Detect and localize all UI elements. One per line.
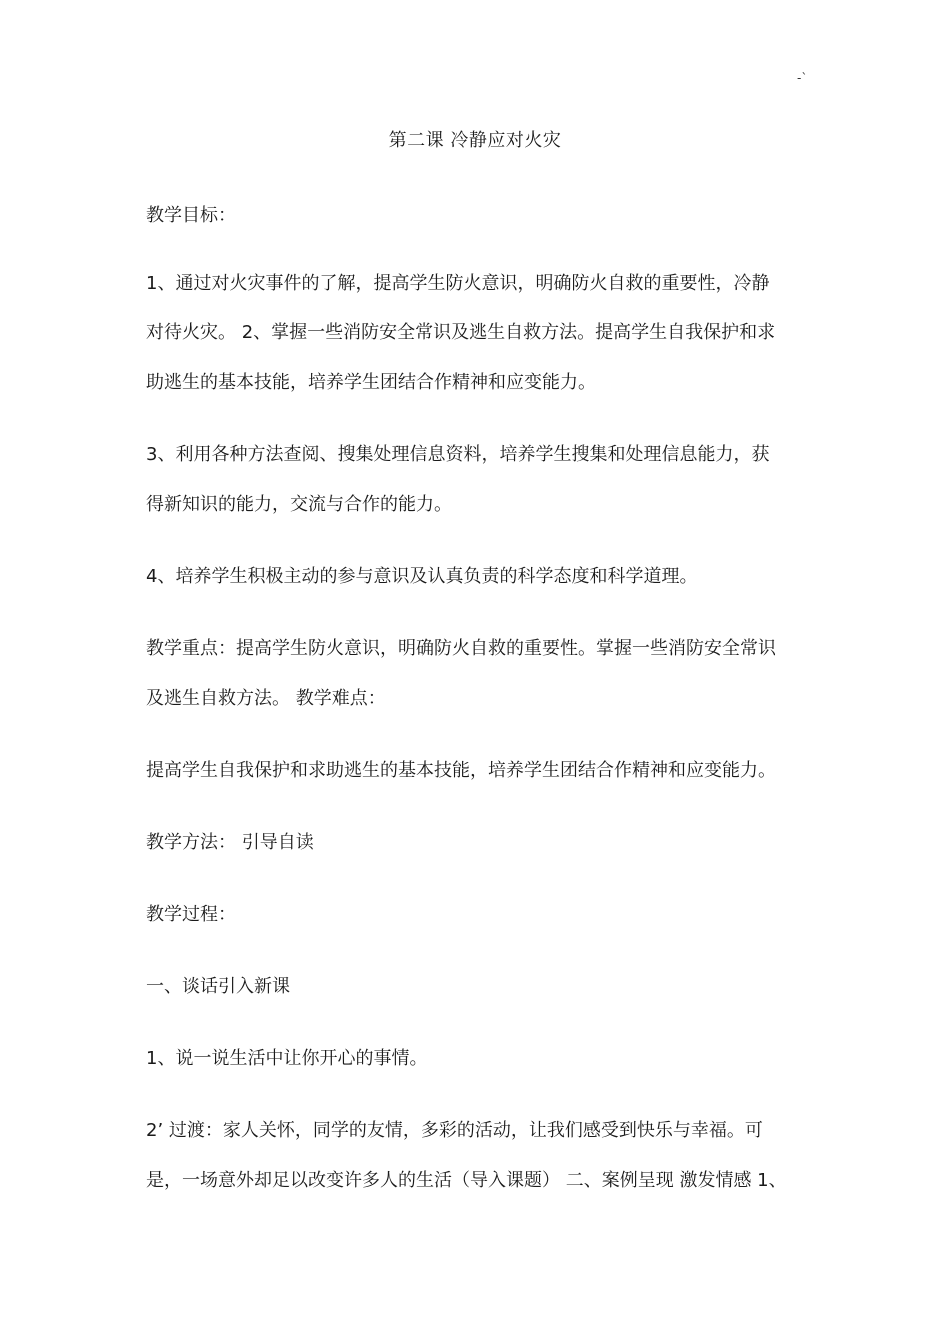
paragraph-line: 对待火灾。 2、掌握一些消防安全常识及逃生自救方法。提高学生自我保护和求 <box>146 322 776 343</box>
paragraph-line: 1、通过对火灾事件的了解，提高学生防火意识，明确防火自救的重要性，冷静 <box>146 273 770 294</box>
paragraph-line: 提高学生自我保护和求助逃生的基本技能，培养学生团结合作精神和应变能力。 <box>146 760 776 781</box>
paragraph-line: 3、利用各种方法查阅、搜集处理信息资料，培养学生搜集和处理信息能力，获 <box>146 444 770 465</box>
paragraph-line: 及逃生自救方法。 教学难点： <box>146 688 386 709</box>
document-title: 第二课 冷静应对火灾 <box>388 130 562 151</box>
paragraph-line: 4、培养学生积极主动的参与意识及认真负责的科学态度和科学道理。 <box>146 566 698 587</box>
paragraph-line: 教学重点：提高学生防火意识，明确防火自救的重要性。掌握一些消防安全常识 <box>146 638 776 659</box>
paragraph-line: 是，一场意外却足以改变许多人的生活（导入课题） 二、案例呈现 激发情感 1、 <box>146 1170 787 1191</box>
paragraph-line: 1、说一说生活中让你开心的事情。 <box>146 1048 428 1069</box>
section-heading-process: 教学过程： <box>146 904 236 925</box>
paragraph-line: 助逃生的基本技能，培养学生团结合作精神和应变能力。 <box>146 372 596 393</box>
paragraph-line: 教学方法： 引导自读 <box>146 832 314 853</box>
section-heading: 一、谈话引入新课 <box>146 976 290 997</box>
paragraph-line: 得新知识的能力，交流与合作的能力。 <box>146 494 452 515</box>
section-heading-objectives: 教学目标： <box>146 205 236 226</box>
paragraph-line: 2’ 过渡：家人关怀，同学的友情，多彩的活动，让我们感受到快乐与幸福。可 <box>146 1120 763 1141</box>
corner-mark: -` <box>797 71 808 85</box>
